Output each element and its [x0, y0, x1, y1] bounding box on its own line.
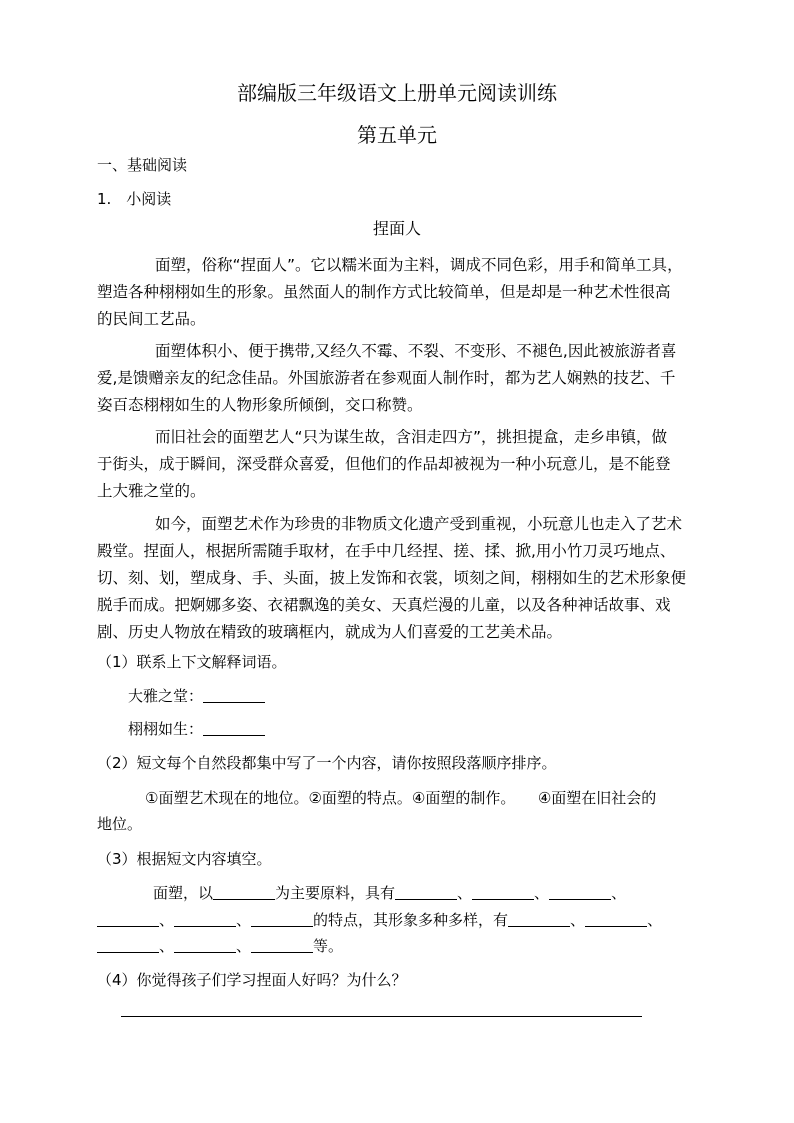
item-heading: 1. 小阅读: [97, 190, 172, 208]
paragraph-line: 切、刻、划，塑成身、手、头面，披上发饰和衣裳，顷刻之间，栩栩如生的艺术形象便: [97, 569, 687, 587]
question-3-line-1: [153, 883, 626, 903]
paragraph-line: 姿百态栩栩如生的人物形象所倾倒，交口称赞。: [97, 396, 423, 414]
answer-blank[interactable]: [251, 912, 313, 927]
paragraph-line: 上大雅之堂的。: [97, 482, 206, 500]
fill-text: 为主要原料，具有: [275, 884, 396, 902]
answer-blank[interactable]: [203, 688, 265, 703]
answer-blank[interactable]: [585, 912, 647, 927]
passage-title: 捏面人: [372, 219, 421, 238]
separator: 、: [457, 884, 473, 902]
answer-blank[interactable]: [174, 912, 236, 927]
answer-blank[interactable]: [203, 721, 265, 736]
question-3-line-3: [97, 936, 343, 956]
separator: 、: [159, 937, 175, 955]
answer-blank[interactable]: [251, 938, 313, 953]
question-2-prompt: （2）短文每个自然段都集中写了一个内容，请你按照段落顺序排序。: [97, 754, 557, 772]
answer-blank[interactable]: [174, 938, 236, 953]
question-2-options-cont: 地位。: [97, 815, 143, 833]
section-heading: 一、基础阅读: [97, 156, 188, 174]
answer-blank[interactable]: [549, 885, 611, 900]
fill-text: 的特点，其形象多种多样，有: [313, 911, 509, 929]
question-2-options: ①面塑艺术现在的地位。②面塑的特点。④面塑的制作。 ④面塑在旧社会的: [145, 789, 657, 807]
paragraph-line: 而旧社会的面塑艺人“只为谋生故，含泪走四方”，挑担提盒，走乡串镇，做: [155, 428, 668, 446]
separator: 、: [534, 884, 550, 902]
answer-blank[interactable]: [508, 912, 570, 927]
separator: 、: [236, 911, 252, 929]
paragraph-line: 如今，面塑艺术作为珍贵的非物质文化遗产受到重视，小玩意儿也走入了艺术: [155, 515, 683, 533]
paragraph-line: 剧、历史人物放在精致的玻璃框内，就成为人们喜爱的工艺美术品。: [97, 623, 563, 641]
separator: 、: [647, 911, 663, 929]
question-3-prompt: （3）根据短文内容填空。: [97, 850, 272, 868]
question-1-word-1: [128, 686, 265, 706]
paragraph-line: 的民间工艺品。: [97, 310, 206, 328]
separator: 、: [570, 911, 586, 929]
question-4-answer-line[interactable]: [121, 1016, 642, 1017]
paragraph-line: 殿堂。捏面人，根据所需随手取材，在手中几经捏、搓、揉、掀,用小竹刀灵巧地点、: [97, 542, 676, 560]
answer-blank[interactable]: [97, 912, 159, 927]
separator: 、: [611, 884, 627, 902]
question-3-line-2: [97, 910, 662, 930]
fill-text: 面塑，以: [153, 884, 214, 902]
question-4-prompt: （4）你觉得孩子们学习捏面人好吗？为什么？: [97, 971, 407, 989]
worksheet-title: 部编版三年级语文上册单元阅读训练: [237, 81, 557, 105]
paragraph-line: 面塑，俗称“捏面人”。它以糯米面为主料，调成不同色彩，用手和简单工具，: [155, 256, 683, 274]
answer-blank[interactable]: [213, 885, 275, 900]
word-label: 栩栩如生：: [128, 720, 204, 738]
separator: 、: [236, 937, 252, 955]
answer-blank[interactable]: [97, 938, 159, 953]
word-label: 大雅之堂：: [128, 687, 204, 705]
answer-blank[interactable]: [472, 885, 534, 900]
question-1-word-2: [128, 719, 265, 739]
paragraph-line: 于街头，成于瞬间，深受群众喜爱，但他们的作品却被视为一种小玩意儿，是不能登: [97, 455, 671, 473]
unit-title: 第五单元: [357, 123, 437, 147]
separator: 、: [159, 911, 175, 929]
paragraph-line: 脱手而成。把婀娜多姿、衣裙飘逸的美女、天真烂漫的儿童，以及各种神话故事、戏: [97, 596, 671, 614]
paragraph-line: 爱,是馈赠亲友的纪念佳品。外国旅游者在参观面人制作时，都为艺人娴熟的技艺、千: [97, 369, 676, 387]
paragraph-line: 面塑体积小、便于携带,又经久不霉、不裂、不变形、不褪色,因此被旅游者喜: [155, 342, 677, 360]
fill-text: 等。: [313, 937, 344, 955]
paragraph-line: 塑造各种栩栩如生的形象。虽然面人的制作方式比较简单，但是却是一种艺术性很高: [97, 283, 671, 301]
question-1-prompt: （1）联系上下文解释词语。: [97, 653, 287, 671]
answer-blank[interactable]: [395, 885, 457, 900]
